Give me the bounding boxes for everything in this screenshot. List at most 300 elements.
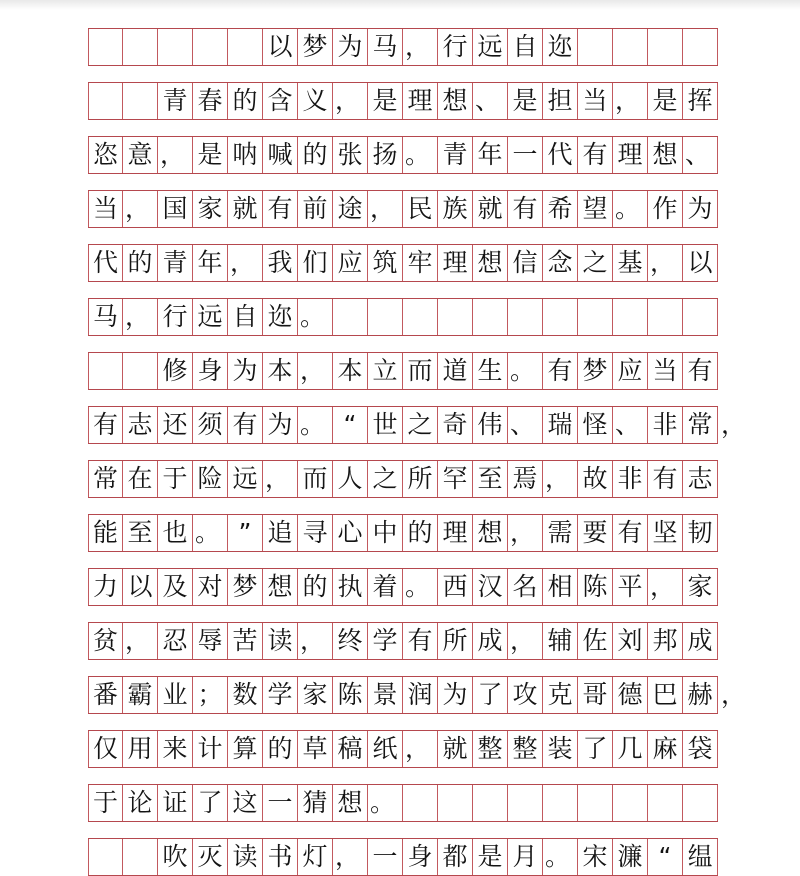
grid-cell bbox=[578, 29, 613, 65]
text-row bbox=[88, 136, 718, 174]
grid-cell: 需 bbox=[543, 515, 578, 551]
grid-cell: 成 bbox=[473, 623, 508, 659]
text-row bbox=[88, 514, 718, 552]
grid-cell: 西 bbox=[438, 569, 473, 605]
grid-cell: 哥 bbox=[578, 677, 613, 713]
grid-cell bbox=[123, 839, 158, 875]
grid-cell: 有 bbox=[88, 407, 123, 443]
grid-cell: 为 bbox=[263, 407, 298, 443]
grid-cell: 代 bbox=[543, 137, 578, 173]
grid-cell: 身 bbox=[403, 839, 438, 875]
grid-cell: 就 bbox=[438, 731, 473, 767]
grid-cell: 迩 bbox=[543, 29, 578, 65]
grid-cell: 理 bbox=[438, 245, 473, 281]
grid-cell: 辱 bbox=[193, 623, 228, 659]
grid-cell: 青 bbox=[158, 245, 193, 281]
grid-cell: 梦 bbox=[578, 353, 613, 389]
grid-cell: 用 bbox=[123, 731, 158, 767]
grid-cell: 。 bbox=[193, 515, 228, 551]
grid-cell: 焉 bbox=[508, 461, 543, 497]
grid-cell: 远 bbox=[473, 29, 508, 65]
grid-cell: 世 bbox=[368, 407, 403, 443]
grid-cell: 是 bbox=[368, 83, 403, 119]
grid-cell: 至 bbox=[473, 461, 508, 497]
text-row bbox=[88, 460, 718, 498]
grid-cell: 生 bbox=[473, 353, 508, 389]
grid-cell: 力 bbox=[88, 569, 123, 605]
grid-cell: 以 bbox=[123, 569, 158, 605]
grid-cell: 牢 bbox=[403, 245, 438, 281]
grid-cell: 望 bbox=[578, 191, 613, 227]
grid-cell: 挥 bbox=[683, 83, 718, 119]
grid-cell: 理 bbox=[403, 83, 438, 119]
grid-cell: 有 bbox=[508, 191, 543, 227]
grid-cell: 所 bbox=[403, 461, 438, 497]
grid-cell: 有 bbox=[543, 353, 578, 389]
grid-cell bbox=[228, 29, 263, 65]
grid-cell: 以 bbox=[263, 29, 298, 65]
grid-cell: 贫 bbox=[88, 623, 123, 659]
grid-cell: 行 bbox=[158, 299, 193, 335]
grid-cell: 本 bbox=[333, 353, 368, 389]
grid-cell: 是 bbox=[473, 839, 508, 875]
grid-cell: 远 bbox=[228, 461, 263, 497]
grid-cell: 的 bbox=[298, 569, 333, 605]
grid-cell: 想 bbox=[263, 569, 298, 605]
grid-cell: ， bbox=[123, 299, 158, 335]
grid-cell: 险 bbox=[193, 461, 228, 497]
grid-cell bbox=[123, 29, 158, 65]
grid-cell: ， bbox=[158, 137, 193, 173]
grid-cell bbox=[473, 785, 508, 821]
grid-cell: 算 bbox=[228, 731, 263, 767]
grid-cell: 国 bbox=[158, 191, 193, 227]
grid-cell: 担 bbox=[543, 83, 578, 119]
grid-cell: 民 bbox=[403, 191, 438, 227]
grid-cell: 是 bbox=[648, 83, 683, 119]
grid-cell: ， bbox=[508, 515, 543, 551]
grid-cell: 一 bbox=[368, 839, 403, 875]
grid-cell bbox=[473, 299, 508, 335]
grid-cell: 成 bbox=[683, 623, 718, 659]
grid-cell: 们 bbox=[298, 245, 333, 281]
grid-cell: 基 bbox=[613, 245, 648, 281]
grid-cell: 计 bbox=[193, 731, 228, 767]
grid-cell: 须 bbox=[193, 407, 228, 443]
grid-cell: 。 bbox=[613, 191, 648, 227]
grid-cell: 扬 bbox=[368, 137, 403, 173]
grid-cell: 奇 bbox=[438, 407, 473, 443]
grid-cell bbox=[193, 29, 228, 65]
grid-cell: 想 bbox=[473, 245, 508, 281]
grid-cell: 为 bbox=[438, 677, 473, 713]
grid-cell: 陈 bbox=[333, 677, 368, 713]
grid-cell: 念 bbox=[543, 245, 578, 281]
grid-cell bbox=[683, 299, 718, 335]
grid-cell: 代 bbox=[88, 245, 123, 281]
grid-cell: 自 bbox=[228, 299, 263, 335]
grid-cell: 景 bbox=[368, 677, 403, 713]
grid-cell bbox=[508, 785, 543, 821]
grid-cell: 恣 bbox=[88, 137, 123, 173]
scan-edge bbox=[0, 0, 800, 10]
grid-cell: 是 bbox=[193, 137, 228, 173]
grid-cell: 的 bbox=[263, 731, 298, 767]
grid-cell: 之 bbox=[368, 461, 403, 497]
grid-cell: 迩 bbox=[263, 299, 298, 335]
grid-cell: ， bbox=[613, 83, 648, 119]
grid-cell: 整 bbox=[473, 731, 508, 767]
grid-cell: 至 bbox=[123, 515, 158, 551]
grid-cell: 业 bbox=[158, 677, 193, 713]
grid-cell: 志 bbox=[123, 407, 158, 443]
grid-cell: ； bbox=[193, 677, 228, 713]
margin-punctuation: ， bbox=[721, 410, 747, 439]
grid-cell: 有 bbox=[648, 461, 683, 497]
grid-cell: ， bbox=[298, 623, 333, 659]
text-row bbox=[88, 730, 718, 768]
grid-cell: 之 bbox=[578, 245, 613, 281]
grid-cell bbox=[648, 299, 683, 335]
grid-cell bbox=[438, 785, 473, 821]
grid-cell: 有 bbox=[403, 623, 438, 659]
grid-cell: 一 bbox=[508, 137, 543, 173]
grid-cell bbox=[648, 29, 683, 65]
grid-cell: 马 bbox=[368, 29, 403, 65]
text-row bbox=[88, 838, 718, 876]
grid-cell: 为 bbox=[683, 191, 718, 227]
grid-cell: 来 bbox=[158, 731, 193, 767]
grid-cell: 读 bbox=[263, 623, 298, 659]
grid-cell: 有 bbox=[578, 137, 613, 173]
text-row bbox=[88, 298, 718, 336]
grid-cell: 要 bbox=[578, 515, 613, 551]
grid-cell: 吹 bbox=[158, 839, 193, 875]
grid-cell: 巴 bbox=[648, 677, 683, 713]
grid-cell: 张 bbox=[333, 137, 368, 173]
grid-cell: 月 bbox=[508, 839, 543, 875]
grid-cell: 及 bbox=[158, 569, 193, 605]
grid-cell: 族 bbox=[438, 191, 473, 227]
grid-cell: 宋 bbox=[578, 839, 613, 875]
grid-cell: 。 bbox=[298, 407, 333, 443]
grid-cell: 人 bbox=[333, 461, 368, 497]
grid-cell: 志 bbox=[683, 461, 718, 497]
grid-cell: 修 bbox=[158, 353, 193, 389]
text-row bbox=[88, 406, 747, 444]
grid-cell: 道 bbox=[438, 353, 473, 389]
grid-cell: 佐 bbox=[578, 623, 613, 659]
grid-cell: 也 bbox=[158, 515, 193, 551]
grid-cell: 平 bbox=[613, 569, 648, 605]
grid-cell: 读 bbox=[228, 839, 263, 875]
grid-cell: 陈 bbox=[578, 569, 613, 605]
grid-cell: 家 bbox=[298, 677, 333, 713]
grid-cell: ， bbox=[648, 569, 683, 605]
grid-cell: ， bbox=[123, 191, 158, 227]
grid-cell: 了 bbox=[473, 677, 508, 713]
grid-cell: 坚 bbox=[648, 515, 683, 551]
grid-cell: 瑞 bbox=[543, 407, 578, 443]
grid-cell: 于 bbox=[88, 785, 123, 821]
grid-cell bbox=[88, 83, 123, 119]
grid-cell: 有 bbox=[683, 353, 718, 389]
grid-cell: 非 bbox=[613, 461, 648, 497]
grid-cell bbox=[613, 29, 648, 65]
text-row bbox=[88, 352, 718, 390]
grid-cell: 的 bbox=[228, 83, 263, 119]
grid-cell: 草 bbox=[298, 731, 333, 767]
grid-cell: ， bbox=[508, 623, 543, 659]
grid-cell: 梦 bbox=[228, 569, 263, 605]
grid-cell: 罕 bbox=[438, 461, 473, 497]
grid-cell: 。 bbox=[403, 137, 438, 173]
grid-cell: ， bbox=[403, 29, 438, 65]
grid-cell: 常 bbox=[683, 407, 718, 443]
grid-cell bbox=[543, 299, 578, 335]
grid-cell: 在 bbox=[123, 461, 158, 497]
grid-cell: 怪 bbox=[578, 407, 613, 443]
grid-cell bbox=[578, 785, 613, 821]
grid-cell: 。 bbox=[368, 785, 403, 821]
grid-cell: 攻 bbox=[508, 677, 543, 713]
grid-cell: 心 bbox=[333, 515, 368, 551]
grid-cell: 有 bbox=[263, 191, 298, 227]
grid-cell: 番 bbox=[88, 677, 123, 713]
grid-cell: 家 bbox=[683, 569, 718, 605]
grid-cell: 都 bbox=[438, 839, 473, 875]
grid-cell: 理 bbox=[438, 515, 473, 551]
grid-cell: 。 bbox=[508, 353, 543, 389]
grid-cell: 的 bbox=[298, 137, 333, 173]
grid-cell: 筑 bbox=[368, 245, 403, 281]
grid-cell: 德 bbox=[613, 677, 648, 713]
grid-cell: 年 bbox=[193, 245, 228, 281]
grid-cell: ， bbox=[333, 83, 368, 119]
grid-cell bbox=[578, 299, 613, 335]
grid-cell bbox=[613, 785, 648, 821]
grid-cell: 。 bbox=[543, 839, 578, 875]
grid-cell: 学 bbox=[368, 623, 403, 659]
grid-cell: 就 bbox=[228, 191, 263, 227]
grid-cell: 行 bbox=[438, 29, 473, 65]
grid-cell: 汉 bbox=[473, 569, 508, 605]
grid-cell: 青 bbox=[438, 137, 473, 173]
grid-cell: 证 bbox=[158, 785, 193, 821]
grid-cell: ， bbox=[123, 623, 158, 659]
grid-cell: 对 bbox=[193, 569, 228, 605]
grid-cell: ， bbox=[298, 353, 333, 389]
grid-cell: 含 bbox=[263, 83, 298, 119]
grid-cell bbox=[613, 299, 648, 335]
grid-cell bbox=[123, 353, 158, 389]
grid-cell: 以 bbox=[683, 245, 718, 281]
grid-cell: 了 bbox=[578, 731, 613, 767]
grid-cell: 名 bbox=[508, 569, 543, 605]
text-row bbox=[88, 190, 718, 228]
grid-cell: 袋 bbox=[683, 731, 718, 767]
grid-cell: 当 bbox=[648, 353, 683, 389]
grid-cell: 辅 bbox=[543, 623, 578, 659]
grid-cell: 应 bbox=[333, 245, 368, 281]
grid-cell: ， bbox=[228, 245, 263, 281]
grid-cell: “ bbox=[648, 839, 683, 875]
text-row bbox=[88, 82, 718, 120]
grid-cell bbox=[158, 29, 193, 65]
grid-cell: 想 bbox=[333, 785, 368, 821]
grid-cell: 纸 bbox=[368, 731, 403, 767]
grid-cell: 喊 bbox=[263, 137, 298, 173]
grid-cell: 追 bbox=[263, 515, 298, 551]
grid-cell: 家 bbox=[193, 191, 228, 227]
grid-cell: 远 bbox=[193, 299, 228, 335]
grid-cell: 整 bbox=[508, 731, 543, 767]
grid-cell: 自 bbox=[508, 29, 543, 65]
grid-cell: 的 bbox=[123, 245, 158, 281]
grid-cell: 梦 bbox=[298, 29, 333, 65]
grid-cell: 、 bbox=[508, 407, 543, 443]
grid-cell: 终 bbox=[333, 623, 368, 659]
text-row bbox=[88, 568, 718, 606]
grid-cell: 于 bbox=[158, 461, 193, 497]
grid-cell: 信 bbox=[508, 245, 543, 281]
grid-cell: 这 bbox=[228, 785, 263, 821]
grid-cell bbox=[88, 353, 123, 389]
grid-cell: 忍 bbox=[158, 623, 193, 659]
grid-cell: 能 bbox=[88, 515, 123, 551]
grid-cell: 、 bbox=[683, 137, 718, 173]
grid-cell: 润 bbox=[403, 677, 438, 713]
grid-cell: 赫 bbox=[683, 677, 718, 713]
grid-cell: 中 bbox=[368, 515, 403, 551]
grid-cell: 。 bbox=[403, 569, 438, 605]
grid-cell: ， bbox=[403, 731, 438, 767]
grid-cell bbox=[123, 83, 158, 119]
grid-cell: 一 bbox=[263, 785, 298, 821]
grid-cell: 途 bbox=[333, 191, 368, 227]
grid-cell bbox=[88, 839, 123, 875]
grid-cell: 执 bbox=[333, 569, 368, 605]
grid-cell: 还 bbox=[158, 407, 193, 443]
grid-cell: 作 bbox=[648, 191, 683, 227]
grid-cell: 而 bbox=[298, 461, 333, 497]
grid-cell: 想 bbox=[438, 83, 473, 119]
grid-cell: 霸 bbox=[123, 677, 158, 713]
text-row bbox=[88, 244, 718, 282]
grid-cell: 所 bbox=[438, 623, 473, 659]
grid-cell: 当 bbox=[578, 83, 613, 119]
grid-cell: 呐 bbox=[228, 137, 263, 173]
grid-cell: 濂 bbox=[613, 839, 648, 875]
grid-cell: 克 bbox=[543, 677, 578, 713]
grid-cell: 身 bbox=[193, 353, 228, 389]
grid-cell bbox=[648, 785, 683, 821]
grid-cell: ” bbox=[228, 515, 263, 551]
grid-cell: 猜 bbox=[298, 785, 333, 821]
grid-cell: ， bbox=[543, 461, 578, 497]
grid-cell: 当 bbox=[88, 191, 123, 227]
grid-cell: 义 bbox=[298, 83, 333, 119]
grid-cell: 了 bbox=[193, 785, 228, 821]
grid-cell: 是 bbox=[508, 83, 543, 119]
grid-cell: 应 bbox=[613, 353, 648, 389]
grid-cell bbox=[88, 29, 123, 65]
grid-cell: 有 bbox=[613, 515, 648, 551]
grid-cell: 意 bbox=[123, 137, 158, 173]
grid-cell: 、 bbox=[473, 83, 508, 119]
grid-cell: 学 bbox=[263, 677, 298, 713]
grid-cell: 论 bbox=[123, 785, 158, 821]
grid-cell: 装 bbox=[543, 731, 578, 767]
grid-cell: 仅 bbox=[88, 731, 123, 767]
grid-cell: 邦 bbox=[648, 623, 683, 659]
grid-cell: “ bbox=[333, 407, 368, 443]
grid-cell: 之 bbox=[403, 407, 438, 443]
grid-cell bbox=[543, 785, 578, 821]
title-row bbox=[88, 28, 718, 66]
grid-cell: 着 bbox=[368, 569, 403, 605]
grid-cell bbox=[683, 785, 718, 821]
grid-cell: 本 bbox=[263, 353, 298, 389]
grid-cell: 相 bbox=[543, 569, 578, 605]
grid-cell: ， bbox=[648, 245, 683, 281]
grid-cell: 苦 bbox=[228, 623, 263, 659]
grid-cell: 理 bbox=[613, 137, 648, 173]
text-row bbox=[88, 622, 718, 660]
grid-cell: 非 bbox=[648, 407, 683, 443]
grid-cell bbox=[438, 299, 473, 335]
grid-cell: 寻 bbox=[298, 515, 333, 551]
grid-cell: ， bbox=[263, 461, 298, 497]
grid-cell: 有 bbox=[228, 407, 263, 443]
grid-cell: 灭 bbox=[193, 839, 228, 875]
grid-cell: 为 bbox=[228, 353, 263, 389]
grid-cell: 韧 bbox=[683, 515, 718, 551]
grid-cell: 书 bbox=[263, 839, 298, 875]
grid-cell bbox=[368, 299, 403, 335]
grid-cell bbox=[403, 785, 438, 821]
grid-cell: 、 bbox=[613, 407, 648, 443]
grid-cell: 稿 bbox=[333, 731, 368, 767]
grid-cell: 麻 bbox=[648, 731, 683, 767]
grid-cell bbox=[403, 299, 438, 335]
grid-cell: ， bbox=[368, 191, 403, 227]
grid-cell: 数 bbox=[228, 677, 263, 713]
grid-cell: 的 bbox=[403, 515, 438, 551]
grid-cell: 我 bbox=[263, 245, 298, 281]
text-row bbox=[88, 784, 718, 822]
grid-cell: 想 bbox=[648, 137, 683, 173]
grid-cell: 而 bbox=[403, 353, 438, 389]
grid-cell: 马 bbox=[88, 299, 123, 335]
grid-cell bbox=[333, 299, 368, 335]
grid-cell bbox=[683, 29, 718, 65]
grid-cell: 春 bbox=[193, 83, 228, 119]
text-row bbox=[88, 676, 747, 714]
grid-cell: 立 bbox=[368, 353, 403, 389]
grid-cell: 刘 bbox=[613, 623, 648, 659]
grid-cell: 伟 bbox=[473, 407, 508, 443]
grid-cell: 缊 bbox=[683, 839, 718, 875]
grid-cell: 常 bbox=[88, 461, 123, 497]
margin-punctuation: ， bbox=[721, 680, 747, 709]
grid-cell: ， bbox=[333, 839, 368, 875]
grid-cell: 。 bbox=[298, 299, 333, 335]
grid-cell: 希 bbox=[543, 191, 578, 227]
grid-cell: 几 bbox=[613, 731, 648, 767]
grid-cell bbox=[508, 299, 543, 335]
grid-cell: 故 bbox=[578, 461, 613, 497]
